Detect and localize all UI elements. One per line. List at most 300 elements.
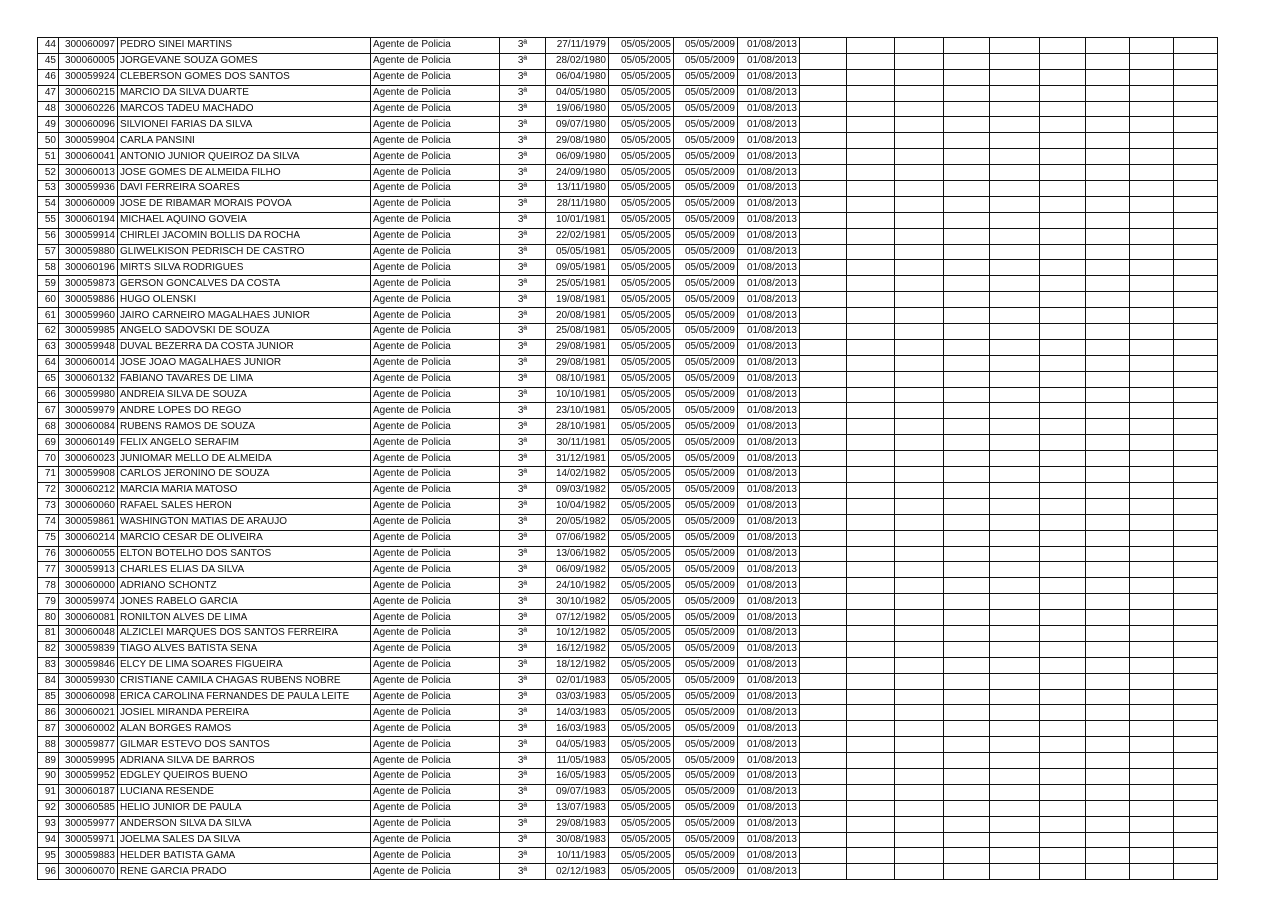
empty-cell bbox=[1130, 260, 1174, 276]
empty-cell bbox=[1174, 339, 1218, 355]
date-cell-2009: 05/05/2009 bbox=[674, 53, 738, 69]
matricula-cell: 300059846 bbox=[59, 657, 118, 673]
date-cell-2013: 01/08/2013 bbox=[738, 181, 800, 197]
empty-cell bbox=[944, 641, 990, 657]
matricula-cell: 300060055 bbox=[59, 546, 118, 562]
date-cell-2013: 01/08/2013 bbox=[738, 768, 800, 784]
date-cell-2009: 05/05/2009 bbox=[674, 864, 738, 880]
empty-cell bbox=[1086, 308, 1130, 324]
table-row bbox=[38, 355, 1218, 371]
empty-cell bbox=[1130, 705, 1174, 721]
empty-cell bbox=[1130, 419, 1174, 435]
empty-cell bbox=[895, 514, 944, 530]
row-number: 82 bbox=[38, 641, 59, 657]
classe-cell: 3ª bbox=[500, 260, 546, 276]
matricula-cell: 300060187 bbox=[59, 784, 118, 800]
empty-cell bbox=[1130, 848, 1174, 864]
classe-cell: 3ª bbox=[500, 403, 546, 419]
date-cell-2005: 05/05/2005 bbox=[609, 784, 674, 800]
empty-cell bbox=[895, 244, 944, 260]
empty-cell bbox=[800, 69, 847, 85]
empty-cell bbox=[847, 832, 895, 848]
classe-cell: 3ª bbox=[500, 641, 546, 657]
classe-cell: 3ª bbox=[500, 228, 546, 244]
empty-cell bbox=[944, 673, 990, 689]
empty-cell bbox=[1086, 546, 1130, 562]
empty-cell bbox=[1040, 467, 1086, 483]
empty-cell bbox=[895, 530, 944, 546]
empty-cell bbox=[1040, 69, 1086, 85]
empty-cell bbox=[990, 212, 1040, 228]
empty-cell bbox=[847, 387, 895, 403]
empty-cell bbox=[1130, 594, 1174, 610]
date-cell-2013: 01/08/2013 bbox=[738, 387, 800, 403]
empty-cell bbox=[800, 181, 847, 197]
empty-cell bbox=[847, 276, 895, 292]
birth-date-cell: 23/10/1981 bbox=[546, 403, 609, 419]
cargo-cell: Agente de Policia bbox=[371, 689, 500, 705]
empty-cell bbox=[800, 641, 847, 657]
empty-cell bbox=[990, 657, 1040, 673]
empty-cell bbox=[990, 514, 1040, 530]
empty-cell bbox=[800, 308, 847, 324]
empty-cell bbox=[847, 578, 895, 594]
empty-cell bbox=[1086, 355, 1130, 371]
empty-cell bbox=[944, 117, 990, 133]
classe-cell: 3ª bbox=[500, 212, 546, 228]
date-cell-2009: 05/05/2009 bbox=[674, 212, 738, 228]
name-cell: HUGO OLENSKI bbox=[118, 292, 371, 308]
cargo-cell: Agente de Policia bbox=[371, 228, 500, 244]
matricula-cell: 300060149 bbox=[59, 435, 118, 451]
date-cell-2013: 01/08/2013 bbox=[738, 816, 800, 832]
birth-date-cell: 06/04/1980 bbox=[546, 69, 609, 85]
empty-cell bbox=[944, 578, 990, 594]
empty-cell bbox=[1086, 451, 1130, 467]
table-row bbox=[38, 482, 1218, 498]
empty-cell bbox=[895, 832, 944, 848]
row-number: 64 bbox=[38, 355, 59, 371]
empty-cell bbox=[800, 324, 847, 340]
birth-date-cell: 07/06/1982 bbox=[546, 530, 609, 546]
empty-cell bbox=[847, 514, 895, 530]
date-cell-2005: 05/05/2005 bbox=[609, 737, 674, 753]
empty-cell bbox=[895, 371, 944, 387]
cargo-cell: Agente de Policia bbox=[371, 562, 500, 578]
empty-cell bbox=[944, 403, 990, 419]
empty-cell bbox=[1086, 610, 1130, 626]
table-row bbox=[38, 387, 1218, 403]
empty-cell bbox=[1130, 530, 1174, 546]
date-cell-2009: 05/05/2009 bbox=[674, 165, 738, 181]
empty-cell bbox=[800, 578, 847, 594]
cargo-cell: Agente de Policia bbox=[371, 721, 500, 737]
classe-cell: 3ª bbox=[500, 816, 546, 832]
classe-cell: 3ª bbox=[500, 371, 546, 387]
empty-cell bbox=[1086, 467, 1130, 483]
empty-cell bbox=[847, 451, 895, 467]
empty-cell bbox=[800, 133, 847, 149]
empty-cell bbox=[1174, 133, 1218, 149]
table-row bbox=[38, 244, 1218, 260]
empty-cell bbox=[847, 467, 895, 483]
empty-cell bbox=[1130, 753, 1174, 769]
empty-cell bbox=[990, 737, 1040, 753]
table-row bbox=[38, 768, 1218, 784]
empty-cell bbox=[847, 610, 895, 626]
empty-cell bbox=[1086, 53, 1130, 69]
birth-date-cell: 16/05/1983 bbox=[546, 768, 609, 784]
classe-cell: 3ª bbox=[500, 864, 546, 880]
row-number: 94 bbox=[38, 832, 59, 848]
birth-date-cell: 20/08/1981 bbox=[546, 308, 609, 324]
table-row bbox=[38, 530, 1218, 546]
matricula-cell: 300059971 bbox=[59, 832, 118, 848]
empty-cell bbox=[1174, 149, 1218, 165]
empty-cell bbox=[1130, 212, 1174, 228]
empty-cell bbox=[895, 276, 944, 292]
empty-cell bbox=[1040, 610, 1086, 626]
empty-cell bbox=[1040, 133, 1086, 149]
empty-cell bbox=[895, 784, 944, 800]
empty-cell bbox=[990, 53, 1040, 69]
table-row bbox=[38, 276, 1218, 292]
empty-cell bbox=[1086, 292, 1130, 308]
date-cell-2009: 05/05/2009 bbox=[674, 403, 738, 419]
date-cell-2005: 05/05/2005 bbox=[609, 753, 674, 769]
table-row bbox=[38, 196, 1218, 212]
matricula-cell: 300059974 bbox=[59, 594, 118, 610]
empty-cell bbox=[1174, 753, 1218, 769]
empty-cell bbox=[847, 721, 895, 737]
table-row bbox=[38, 673, 1218, 689]
empty-cell bbox=[990, 594, 1040, 610]
empty-cell bbox=[1130, 387, 1174, 403]
name-cell: PEDRO SINEI MARTINS bbox=[118, 38, 371, 54]
cargo-cell: Agente de Policia bbox=[371, 673, 500, 689]
empty-cell bbox=[1174, 292, 1218, 308]
row-number: 75 bbox=[38, 530, 59, 546]
table-row bbox=[38, 308, 1218, 324]
empty-cell bbox=[895, 181, 944, 197]
empty-cell bbox=[800, 864, 847, 880]
table-row bbox=[38, 149, 1218, 165]
empty-cell bbox=[800, 721, 847, 737]
empty-cell bbox=[944, 625, 990, 641]
empty-cell bbox=[944, 530, 990, 546]
classe-cell: 3ª bbox=[500, 292, 546, 308]
empty-cell bbox=[1174, 625, 1218, 641]
empty-cell bbox=[1130, 149, 1174, 165]
empty-cell bbox=[990, 387, 1040, 403]
empty-cell bbox=[800, 467, 847, 483]
empty-cell bbox=[1174, 85, 1218, 101]
table-row bbox=[38, 657, 1218, 673]
table-row bbox=[38, 228, 1218, 244]
date-cell-2013: 01/08/2013 bbox=[738, 371, 800, 387]
empty-cell bbox=[1040, 53, 1086, 69]
date-cell-2005: 05/05/2005 bbox=[609, 260, 674, 276]
date-cell-2013: 01/08/2013 bbox=[738, 848, 800, 864]
empty-cell bbox=[1040, 435, 1086, 451]
empty-cell bbox=[895, 610, 944, 626]
empty-cell bbox=[1086, 498, 1130, 514]
date-cell-2009: 05/05/2009 bbox=[674, 625, 738, 641]
date-cell-2009: 05/05/2009 bbox=[674, 800, 738, 816]
empty-cell bbox=[800, 38, 847, 54]
empty-cell bbox=[990, 101, 1040, 117]
matricula-cell: 300059948 bbox=[59, 339, 118, 355]
empty-cell bbox=[1040, 355, 1086, 371]
empty-cell bbox=[1130, 625, 1174, 641]
date-cell-2009: 05/05/2009 bbox=[674, 133, 738, 149]
empty-cell bbox=[800, 196, 847, 212]
date-cell-2005: 05/05/2005 bbox=[609, 498, 674, 514]
date-cell-2013: 01/08/2013 bbox=[738, 451, 800, 467]
name-cell: ANDREIA SILVA DE SOUZA bbox=[118, 387, 371, 403]
empty-cell bbox=[944, 355, 990, 371]
empty-cell bbox=[800, 149, 847, 165]
date-cell-2013: 01/08/2013 bbox=[738, 689, 800, 705]
matricula-cell: 300059977 bbox=[59, 816, 118, 832]
birth-date-cell: 10/01/1981 bbox=[546, 212, 609, 228]
empty-cell bbox=[944, 562, 990, 578]
matricula-cell: 300059913 bbox=[59, 562, 118, 578]
empty-cell bbox=[1086, 181, 1130, 197]
roster-table bbox=[37, 37, 1218, 880]
cargo-cell: Agente de Policia bbox=[371, 133, 500, 149]
cargo-cell: Agente de Policia bbox=[371, 610, 500, 626]
date-cell-2005: 05/05/2005 bbox=[609, 38, 674, 54]
empty-cell bbox=[1130, 673, 1174, 689]
row-number: 56 bbox=[38, 228, 59, 244]
date-cell-2009: 05/05/2009 bbox=[674, 816, 738, 832]
date-cell-2013: 01/08/2013 bbox=[738, 324, 800, 340]
row-number: 51 bbox=[38, 149, 59, 165]
table-body bbox=[38, 38, 1218, 880]
date-cell-2005: 05/05/2005 bbox=[609, 149, 674, 165]
empty-cell bbox=[1130, 689, 1174, 705]
date-cell-2013: 01/08/2013 bbox=[738, 610, 800, 626]
date-cell-2005: 05/05/2005 bbox=[609, 625, 674, 641]
cargo-cell: Agente de Policia bbox=[371, 339, 500, 355]
empty-cell bbox=[1086, 133, 1130, 149]
table-row bbox=[38, 498, 1218, 514]
empty-cell bbox=[1040, 673, 1086, 689]
empty-cell bbox=[1040, 196, 1086, 212]
empty-cell bbox=[1174, 355, 1218, 371]
name-cell: TIAGO ALVES BATISTA SENA bbox=[118, 641, 371, 657]
date-cell-2013: 01/08/2013 bbox=[738, 737, 800, 753]
date-cell-2005: 05/05/2005 bbox=[609, 721, 674, 737]
empty-cell bbox=[1174, 276, 1218, 292]
name-cell: MARCIO DA SILVA DUARTE bbox=[118, 85, 371, 101]
empty-cell bbox=[1086, 816, 1130, 832]
empty-cell bbox=[1130, 101, 1174, 117]
empty-cell bbox=[944, 276, 990, 292]
empty-cell bbox=[944, 689, 990, 705]
matricula-cell: 300060023 bbox=[59, 451, 118, 467]
empty-cell bbox=[895, 324, 944, 340]
empty-cell bbox=[990, 85, 1040, 101]
empty-cell bbox=[895, 562, 944, 578]
empty-cell bbox=[1040, 784, 1086, 800]
row-number: 46 bbox=[38, 69, 59, 85]
empty-cell bbox=[895, 133, 944, 149]
empty-cell bbox=[847, 800, 895, 816]
empty-cell bbox=[847, 355, 895, 371]
date-cell-2013: 01/08/2013 bbox=[738, 292, 800, 308]
empty-cell bbox=[895, 689, 944, 705]
empty-cell bbox=[1086, 339, 1130, 355]
cargo-cell: Agente de Policia bbox=[371, 196, 500, 212]
empty-cell bbox=[847, 260, 895, 276]
matricula-cell: 300059873 bbox=[59, 276, 118, 292]
empty-cell bbox=[944, 848, 990, 864]
cargo-cell: Agente de Policia bbox=[371, 467, 500, 483]
row-number: 92 bbox=[38, 800, 59, 816]
empty-cell bbox=[847, 419, 895, 435]
empty-cell bbox=[990, 530, 1040, 546]
empty-cell bbox=[847, 53, 895, 69]
empty-cell bbox=[895, 657, 944, 673]
empty-cell bbox=[1174, 530, 1218, 546]
date-cell-2005: 05/05/2005 bbox=[609, 292, 674, 308]
date-cell-2009: 05/05/2009 bbox=[674, 689, 738, 705]
empty-cell bbox=[944, 387, 990, 403]
name-cell: WASHINGTON MATIAS DE ARAUJO bbox=[118, 514, 371, 530]
date-cell-2013: 01/08/2013 bbox=[738, 705, 800, 721]
date-cell-2013: 01/08/2013 bbox=[738, 165, 800, 181]
cargo-cell: Agente de Policia bbox=[371, 276, 500, 292]
empty-cell bbox=[1130, 276, 1174, 292]
birth-date-cell: 07/12/1982 bbox=[546, 610, 609, 626]
row-number: 90 bbox=[38, 768, 59, 784]
table-row bbox=[38, 594, 1218, 610]
row-number: 52 bbox=[38, 165, 59, 181]
birth-date-cell: 04/05/1983 bbox=[546, 737, 609, 753]
empty-cell bbox=[1040, 181, 1086, 197]
date-cell-2005: 05/05/2005 bbox=[609, 165, 674, 181]
date-cell-2009: 05/05/2009 bbox=[674, 578, 738, 594]
cargo-cell: Agente de Policia bbox=[371, 117, 500, 133]
matricula-cell: 300060002 bbox=[59, 721, 118, 737]
empty-cell bbox=[1130, 69, 1174, 85]
empty-cell bbox=[990, 149, 1040, 165]
cargo-cell: Agente de Policia bbox=[371, 419, 500, 435]
classe-cell: 3ª bbox=[500, 324, 546, 340]
empty-cell bbox=[1040, 419, 1086, 435]
classe-cell: 3ª bbox=[500, 451, 546, 467]
empty-cell bbox=[990, 196, 1040, 212]
date-cell-2005: 05/05/2005 bbox=[609, 641, 674, 657]
classe-cell: 3ª bbox=[500, 133, 546, 149]
empty-cell bbox=[800, 435, 847, 451]
name-cell: GLIWELKISON PEDRISCH DE CASTRO bbox=[118, 244, 371, 260]
date-cell-2009: 05/05/2009 bbox=[674, 85, 738, 101]
empty-cell bbox=[944, 339, 990, 355]
cargo-cell: Agente de Policia bbox=[371, 657, 500, 673]
empty-cell bbox=[1086, 673, 1130, 689]
classe-cell: 3ª bbox=[500, 784, 546, 800]
empty-cell bbox=[1130, 482, 1174, 498]
empty-cell bbox=[944, 594, 990, 610]
table-row bbox=[38, 848, 1218, 864]
table-row bbox=[38, 784, 1218, 800]
classe-cell: 3ª bbox=[500, 308, 546, 324]
empty-cell bbox=[847, 816, 895, 832]
matricula-cell: 300059886 bbox=[59, 292, 118, 308]
empty-cell bbox=[990, 403, 1040, 419]
birth-date-cell: 10/12/1982 bbox=[546, 625, 609, 641]
name-cell: SILVIONEI FARIAS DA SILVA bbox=[118, 117, 371, 133]
empty-cell bbox=[1040, 38, 1086, 54]
empty-cell bbox=[800, 753, 847, 769]
date-cell-2013: 01/08/2013 bbox=[738, 244, 800, 260]
date-cell-2009: 05/05/2009 bbox=[674, 38, 738, 54]
classe-cell: 3ª bbox=[500, 594, 546, 610]
empty-cell bbox=[990, 689, 1040, 705]
empty-cell bbox=[1174, 768, 1218, 784]
empty-cell bbox=[990, 864, 1040, 880]
empty-cell bbox=[847, 324, 895, 340]
matricula-cell: 300060226 bbox=[59, 101, 118, 117]
cargo-cell: Agente de Policia bbox=[371, 69, 500, 85]
empty-cell bbox=[944, 260, 990, 276]
empty-cell bbox=[1086, 38, 1130, 54]
birth-date-cell: 09/07/1980 bbox=[546, 117, 609, 133]
empty-cell bbox=[847, 101, 895, 117]
empty-cell bbox=[1086, 117, 1130, 133]
row-number: 57 bbox=[38, 244, 59, 260]
row-number: 66 bbox=[38, 387, 59, 403]
empty-cell bbox=[990, 673, 1040, 689]
empty-cell bbox=[990, 641, 1040, 657]
date-cell-2005: 05/05/2005 bbox=[609, 419, 674, 435]
name-cell: MIRTS SILVA RODRIGUES bbox=[118, 260, 371, 276]
date-cell-2009: 05/05/2009 bbox=[674, 292, 738, 308]
date-cell-2013: 01/08/2013 bbox=[738, 196, 800, 212]
name-cell: JONES RABELO GARCIA bbox=[118, 594, 371, 610]
empty-cell bbox=[944, 435, 990, 451]
date-cell-2005: 05/05/2005 bbox=[609, 848, 674, 864]
empty-cell bbox=[1040, 753, 1086, 769]
empty-cell bbox=[944, 737, 990, 753]
empty-cell bbox=[1130, 117, 1174, 133]
empty-cell bbox=[1174, 578, 1218, 594]
empty-cell bbox=[1040, 387, 1086, 403]
birth-date-cell: 29/08/1980 bbox=[546, 133, 609, 149]
empty-cell bbox=[1174, 816, 1218, 832]
matricula-cell: 300059908 bbox=[59, 467, 118, 483]
table-row bbox=[38, 260, 1218, 276]
empty-cell bbox=[1040, 546, 1086, 562]
empty-cell bbox=[990, 451, 1040, 467]
empty-cell bbox=[800, 276, 847, 292]
date-cell-2009: 05/05/2009 bbox=[674, 768, 738, 784]
row-number: 61 bbox=[38, 308, 59, 324]
empty-cell bbox=[1086, 101, 1130, 117]
name-cell: ALZICLEI MARQUES DOS SANTOS FERREIRA bbox=[118, 625, 371, 641]
date-cell-2009: 05/05/2009 bbox=[674, 705, 738, 721]
empty-cell bbox=[1174, 308, 1218, 324]
date-cell-2005: 05/05/2005 bbox=[609, 355, 674, 371]
birth-date-cell: 05/05/1981 bbox=[546, 244, 609, 260]
empty-cell bbox=[944, 165, 990, 181]
table-row bbox=[38, 69, 1218, 85]
empty-cell bbox=[944, 181, 990, 197]
empty-cell bbox=[800, 562, 847, 578]
